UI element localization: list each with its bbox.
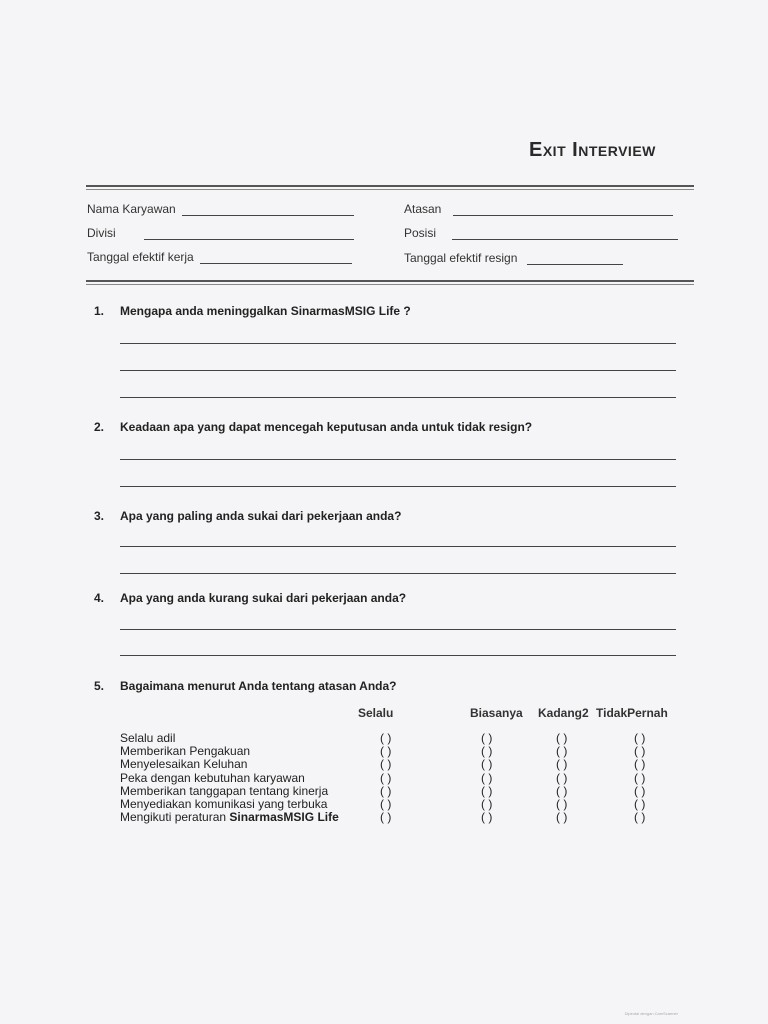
option-checkbox[interactable]: ( ) — [634, 757, 646, 772]
option-checkbox[interactable]: ( ) — [380, 810, 392, 825]
field-label: Tanggal efektif kerja — [87, 250, 194, 264]
rating-item: Menyediakan komunikasi yang terbuka — [120, 797, 328, 812]
fill-line[interactable] — [453, 205, 673, 216]
rating-item: Menyelesaikan Keluhan — [120, 757, 248, 772]
header-rule-top-thin — [86, 189, 694, 190]
option-checkbox[interactable]: ( ) — [556, 744, 568, 759]
option-checkbox[interactable]: ( ) — [556, 757, 568, 772]
question-number: 3. — [94, 509, 105, 523]
question-text: Apa yang paling anda sukai dari pekerjaan anda? — [120, 509, 402, 523]
question-text: Bagaimana menurut Anda tentang atasan Anda? — [120, 679, 397, 693]
field-atasan[interactable] — [404, 202, 673, 216]
fill-line[interactable] — [452, 229, 678, 240]
rating-item: Peka dengan kebutuhan karyawan — [120, 770, 305, 785]
option-checkbox[interactable]: ( ) — [634, 783, 646, 798]
question-text: Apa yang anda kurang sukai dari pekerjaan anda? — [120, 591, 407, 605]
option-checkbox[interactable]: ( ) — [481, 757, 493, 772]
options-kadang2 — [556, 732, 567, 824]
fill-line[interactable] — [200, 253, 352, 264]
rating-item: Selalu adil — [120, 731, 176, 745]
fill-line[interactable] — [527, 254, 623, 265]
answer-line[interactable] — [120, 397, 676, 398]
question-text: Mengapa anda meninggalkan SinarmasMSIG Life ? — [120, 304, 411, 318]
field-posisi[interactable] — [404, 226, 678, 240]
field-label: Posisi — [404, 226, 437, 240]
field-nama-karyawan[interactable] — [87, 202, 354, 216]
option-checkbox[interactable]: ( ) — [634, 770, 646, 785]
option-checkbox[interactable]: ( ) — [481, 744, 493, 759]
field-divisi[interactable] — [87, 226, 354, 240]
question-3 — [94, 509, 401, 523]
answer-line[interactable] — [120, 629, 676, 630]
rating-item: Memberikan Pengakuan — [120, 744, 251, 759]
scanner-footer: Dipindai dengan CamScanner — [624, 1011, 678, 1016]
form-title: Exit Interview — [529, 139, 656, 161]
option-checkbox[interactable]: ( ) — [380, 757, 392, 772]
options-tidakpernah — [634, 732, 645, 824]
question-4 — [94, 591, 406, 605]
rating-items — [120, 732, 339, 824]
fill-line[interactable] — [182, 205, 354, 216]
option-checkbox[interactable]: ( ) — [481, 731, 493, 745]
option-checkbox[interactable]: ( ) — [634, 731, 646, 745]
option-checkbox[interactable]: ( ) — [634, 744, 646, 759]
question-text: Keadaan apa yang dapat mencegah keputusan anda untuk tidak resign? — [120, 420, 533, 434]
field-label: Nama Karyawan — [87, 202, 176, 216]
field-label: Divisi — [87, 226, 116, 240]
option-checkbox[interactable]: ( ) — [380, 770, 392, 785]
rating-item: Memberikan tanggapan tentang kinerja — [120, 783, 329, 798]
answer-line[interactable] — [120, 655, 676, 656]
answer-line[interactable] — [120, 486, 676, 487]
options-biasanya — [481, 732, 492, 824]
option-checkbox[interactable]: ( ) — [634, 810, 646, 825]
option-checkbox[interactable]: ( ) — [481, 810, 493, 825]
column-header-tidakpernah: TidakPernah — [596, 706, 668, 720]
rating-item-bold: SinarmasMSIG Life — [229, 810, 339, 825]
option-checkbox[interactable]: ( ) — [556, 810, 568, 825]
option-checkbox[interactable]: ( ) — [380, 797, 392, 812]
answer-line[interactable] — [120, 573, 676, 574]
option-checkbox[interactable]: ( ) — [556, 797, 568, 812]
option-checkbox[interactable]: ( ) — [556, 731, 568, 745]
option-checkbox[interactable]: ( ) — [481, 770, 493, 785]
question-1 — [94, 304, 411, 318]
field-label: Tanggal efektif resign — [404, 251, 518, 265]
fill-line[interactable] — [144, 229, 354, 240]
question-number: 5. — [94, 679, 105, 693]
column-header-kadang2: Kadang2 — [538, 706, 589, 720]
header-rule-bottom — [86, 280, 694, 282]
header-rule-bottom-thin — [86, 284, 694, 285]
field-tanggal-efektif-resign[interactable] — [404, 251, 623, 265]
option-checkbox[interactable]: ( ) — [380, 731, 392, 745]
column-header-selalu: Selalu — [358, 706, 394, 720]
option-checkbox[interactable]: ( ) — [481, 797, 493, 812]
option-checkbox[interactable]: ( ) — [634, 797, 646, 812]
rating-item — [120, 811, 339, 824]
question-number: 1. — [94, 304, 105, 318]
options-selalu — [380, 732, 391, 824]
answer-line[interactable] — [120, 370, 676, 371]
column-header-biasanya: Biasanya — [470, 706, 523, 720]
answer-line[interactable] — [120, 343, 676, 344]
question-number: 2. — [94, 420, 105, 434]
question-2 — [94, 420, 532, 434]
question-5 — [94, 679, 397, 693]
option-checkbox[interactable]: ( ) — [481, 783, 493, 798]
field-tanggal-efektif-kerja[interactable] — [87, 250, 352, 264]
option-checkbox[interactable]: ( ) — [380, 783, 392, 798]
field-label: Atasan — [404, 202, 442, 216]
answer-line[interactable] — [120, 546, 676, 547]
rating-item-text: Mengikuti peraturan — [120, 810, 227, 825]
option-checkbox[interactable]: ( ) — [556, 783, 568, 798]
option-checkbox[interactable]: ( ) — [380, 744, 392, 759]
header-rule-top — [86, 185, 694, 187]
question-number: 4. — [94, 591, 105, 605]
option-checkbox[interactable]: ( ) — [556, 770, 568, 785]
answer-line[interactable] — [120, 459, 676, 460]
